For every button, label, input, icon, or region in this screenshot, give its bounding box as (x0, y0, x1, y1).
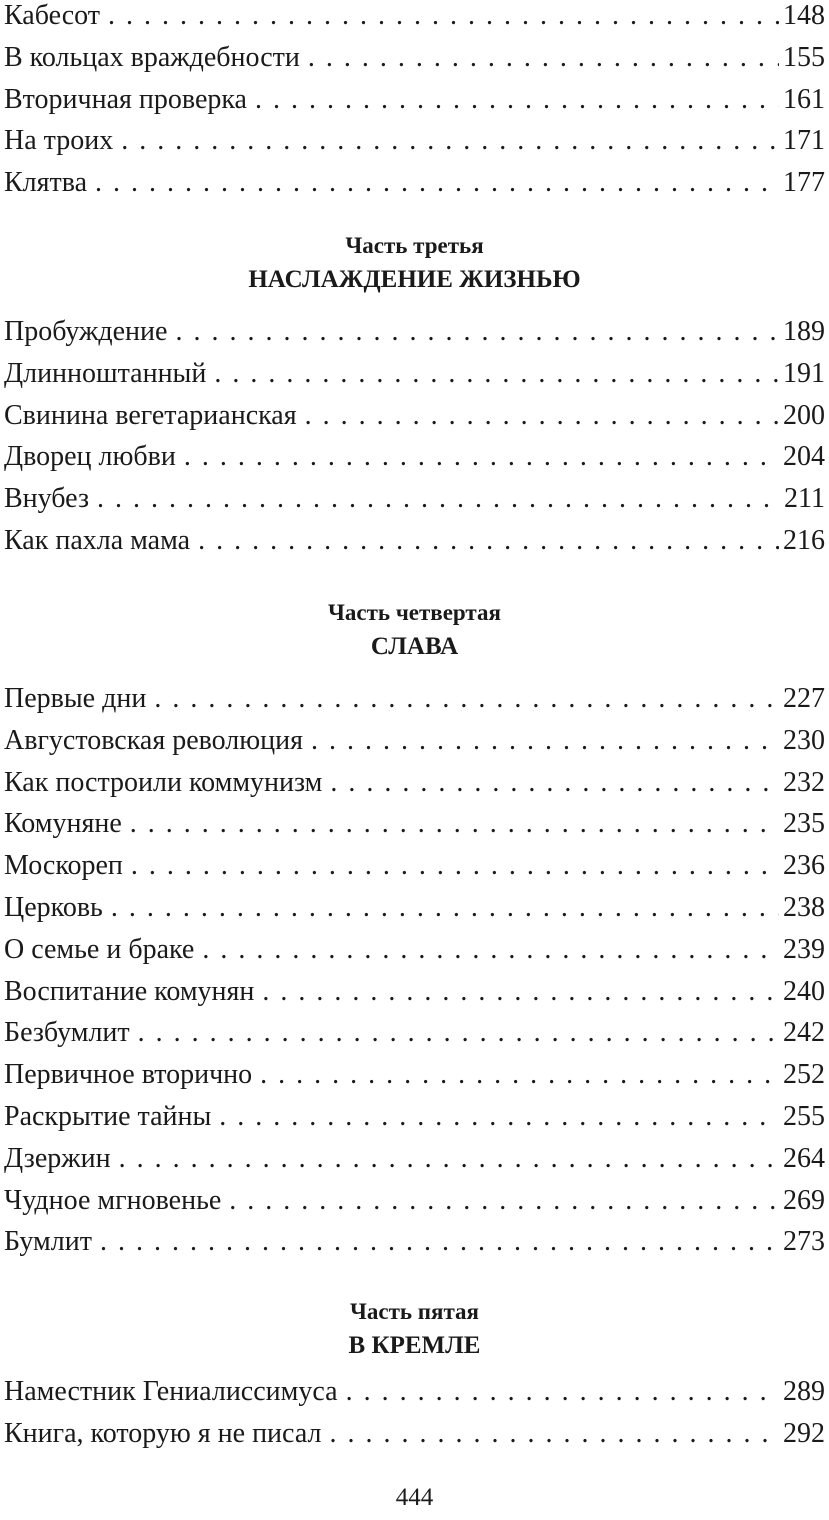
toc-entry-title: Первые дни (4, 683, 147, 714)
toc-entry-title: Воспитание комунян (4, 975, 255, 1007)
toc-entry (0, 162, 829, 204)
toc-entry-title: Бумлит (4, 1226, 92, 1258)
toc-entry-title: Длинноштанный (4, 357, 207, 389)
toc-entry-page: 269 (783, 1184, 825, 1216)
dot-leader (330, 762, 779, 804)
part-five-heading (0, 1296, 829, 1364)
toc-entry-title: Чудное мгновенье (4, 1184, 222, 1216)
toc-entry-title: Первичное вторично (4, 1059, 253, 1091)
dot-leader (95, 162, 779, 204)
toc-entry-title: Августовская революция (4, 724, 304, 756)
dot-leader (214, 353, 779, 395)
toc-entry-page: 216 (783, 524, 825, 556)
toc-entry-title: Кабесот (4, 0, 101, 31)
toc-entry (0, 678, 829, 720)
page-number: 444 (395, 1484, 434, 1511)
part-label: Часть пятая (349, 1299, 479, 1324)
toc-entry-page: 289 (783, 1376, 825, 1407)
toc-entry (0, 1138, 829, 1180)
toc-entry-title: Вторичная проверка (4, 83, 247, 115)
toc-entry-page: 232 (783, 766, 825, 798)
dot-leader (175, 311, 779, 353)
part-four-heading (0, 597, 829, 665)
part-title: НАСЛАЖДЕНИЕ ЖИЗНЬЮ (248, 266, 581, 293)
dot-leader (130, 803, 779, 845)
dot-leader (202, 929, 779, 971)
toc-entry-title: Раскрытие тайны (4, 1100, 212, 1132)
toc-entry-page: 236 (783, 850, 825, 882)
toc-entry-page: 200 (783, 399, 825, 431)
toc-entry-title: Безбумлит (4, 1017, 130, 1049)
toc-entry-title: Как построили коммунизм (4, 766, 323, 798)
toc-entry (0, 395, 829, 437)
toc-entry (0, 37, 829, 79)
toc-entry-page: 204 (783, 441, 825, 473)
dot-leader (108, 0, 779, 37)
dot-leader (198, 520, 779, 562)
dot-leader (184, 436, 779, 478)
part-label: Часть третья (345, 233, 484, 258)
toc-entry (0, 803, 829, 845)
dot-leader (154, 678, 779, 720)
toc-entry-title: Москореп (4, 850, 123, 882)
toc-entry (0, 845, 829, 887)
toc-list-part-four (0, 678, 829, 1263)
toc-entry (0, 353, 829, 395)
toc-entry (0, 1413, 829, 1455)
toc-entry-page: 177 (783, 167, 825, 199)
toc-entry (0, 971, 829, 1013)
dot-leader (260, 1054, 779, 1096)
toc-entry (0, 1054, 829, 1096)
toc-entry-page: 235 (783, 808, 825, 840)
dot-leader (329, 1413, 779, 1455)
toc-entry-title: Книга, которую я не писал (4, 1417, 322, 1449)
toc-entry-page: 255 (783, 1100, 825, 1132)
toc-entry (0, 478, 829, 520)
toc-entry-page: 227 (783, 683, 825, 714)
toc-entry-page: 148 (783, 0, 825, 31)
toc-list-part-five (0, 1371, 829, 1455)
dot-leader (111, 887, 779, 929)
toc-entry (0, 520, 829, 562)
dot-leader (131, 845, 779, 887)
toc-entry-title: Церковь (4, 891, 103, 923)
dot-leader (262, 971, 779, 1013)
part-title: В КРЕМЛЕ (348, 1332, 481, 1359)
dot-leader (346, 1371, 779, 1413)
part-label: Часть четвертая (328, 600, 501, 625)
toc-entry-page: 264 (783, 1142, 825, 1174)
toc-entry (0, 0, 829, 37)
toc-entry-page: 171 (783, 125, 825, 157)
toc-entry-page: 211 (784, 483, 825, 515)
dot-leader (255, 79, 779, 121)
toc-entry-title: Наместник Гениалиссимуса (4, 1376, 338, 1407)
toc-entry-title: Дзержин (4, 1142, 111, 1174)
toc-entry (0, 120, 829, 162)
toc-entry-title: В кольцах враждебности (4, 41, 300, 73)
toc-entry-title: Комуняне (4, 808, 122, 840)
part-three-heading (0, 230, 829, 298)
toc-entry-title: Дворец любви (4, 441, 176, 473)
toc-entry-page: 273 (783, 1226, 825, 1258)
toc-entry-page: 242 (783, 1017, 825, 1049)
toc-entry-page: 189 (783, 316, 825, 347)
toc-entry-title: Как пахла мама (4, 524, 191, 556)
dot-leader (311, 720, 779, 762)
dot-leader (138, 1012, 779, 1054)
dot-leader (308, 37, 779, 79)
part-title: СЛАВА (370, 633, 459, 660)
toc-entry (0, 762, 829, 804)
toc-entry (0, 1096, 829, 1138)
toc-entry-page: 191 (783, 357, 825, 389)
toc-entry-page: 230 (783, 724, 825, 756)
toc-entry (0, 79, 829, 121)
toc-entry (0, 720, 829, 762)
toc-entry-title: Свинина вегетарианская (4, 399, 297, 431)
toc-entry-title: О семье и браке (4, 933, 195, 965)
toc-entry-title: Внубез (4, 483, 89, 515)
dot-leader (305, 395, 779, 437)
toc-entry (0, 1221, 829, 1263)
toc-entry-title: На троих (4, 125, 114, 157)
dot-leader (219, 1096, 779, 1138)
toc-entry-page: 239 (783, 933, 825, 965)
toc-entry (0, 311, 829, 353)
toc-entry (0, 887, 829, 929)
toc-entry-page: 252 (783, 1059, 825, 1091)
toc-entry (0, 436, 829, 478)
toc-list-part-three (0, 311, 829, 562)
toc-entry-page: 238 (783, 891, 825, 923)
toc-entry (0, 1180, 829, 1222)
dot-leader (229, 1180, 779, 1222)
toc-entry-title: Клятва (4, 167, 88, 199)
toc-entry-page: 292 (783, 1417, 825, 1449)
toc-list-top (0, 0, 829, 204)
dot-leader (100, 1221, 779, 1263)
toc-entry-title: Пробуждение (4, 316, 168, 347)
toc-entry-page: 155 (783, 41, 825, 73)
toc-entry (0, 1012, 829, 1054)
toc-entry-page: 240 (783, 975, 825, 1007)
dot-leader (121, 120, 779, 162)
dot-leader (97, 478, 780, 520)
toc-entry-page: 161 (783, 83, 825, 115)
dot-leader (119, 1138, 779, 1180)
toc-entry (0, 1371, 829, 1413)
toc-entry (0, 929, 829, 971)
